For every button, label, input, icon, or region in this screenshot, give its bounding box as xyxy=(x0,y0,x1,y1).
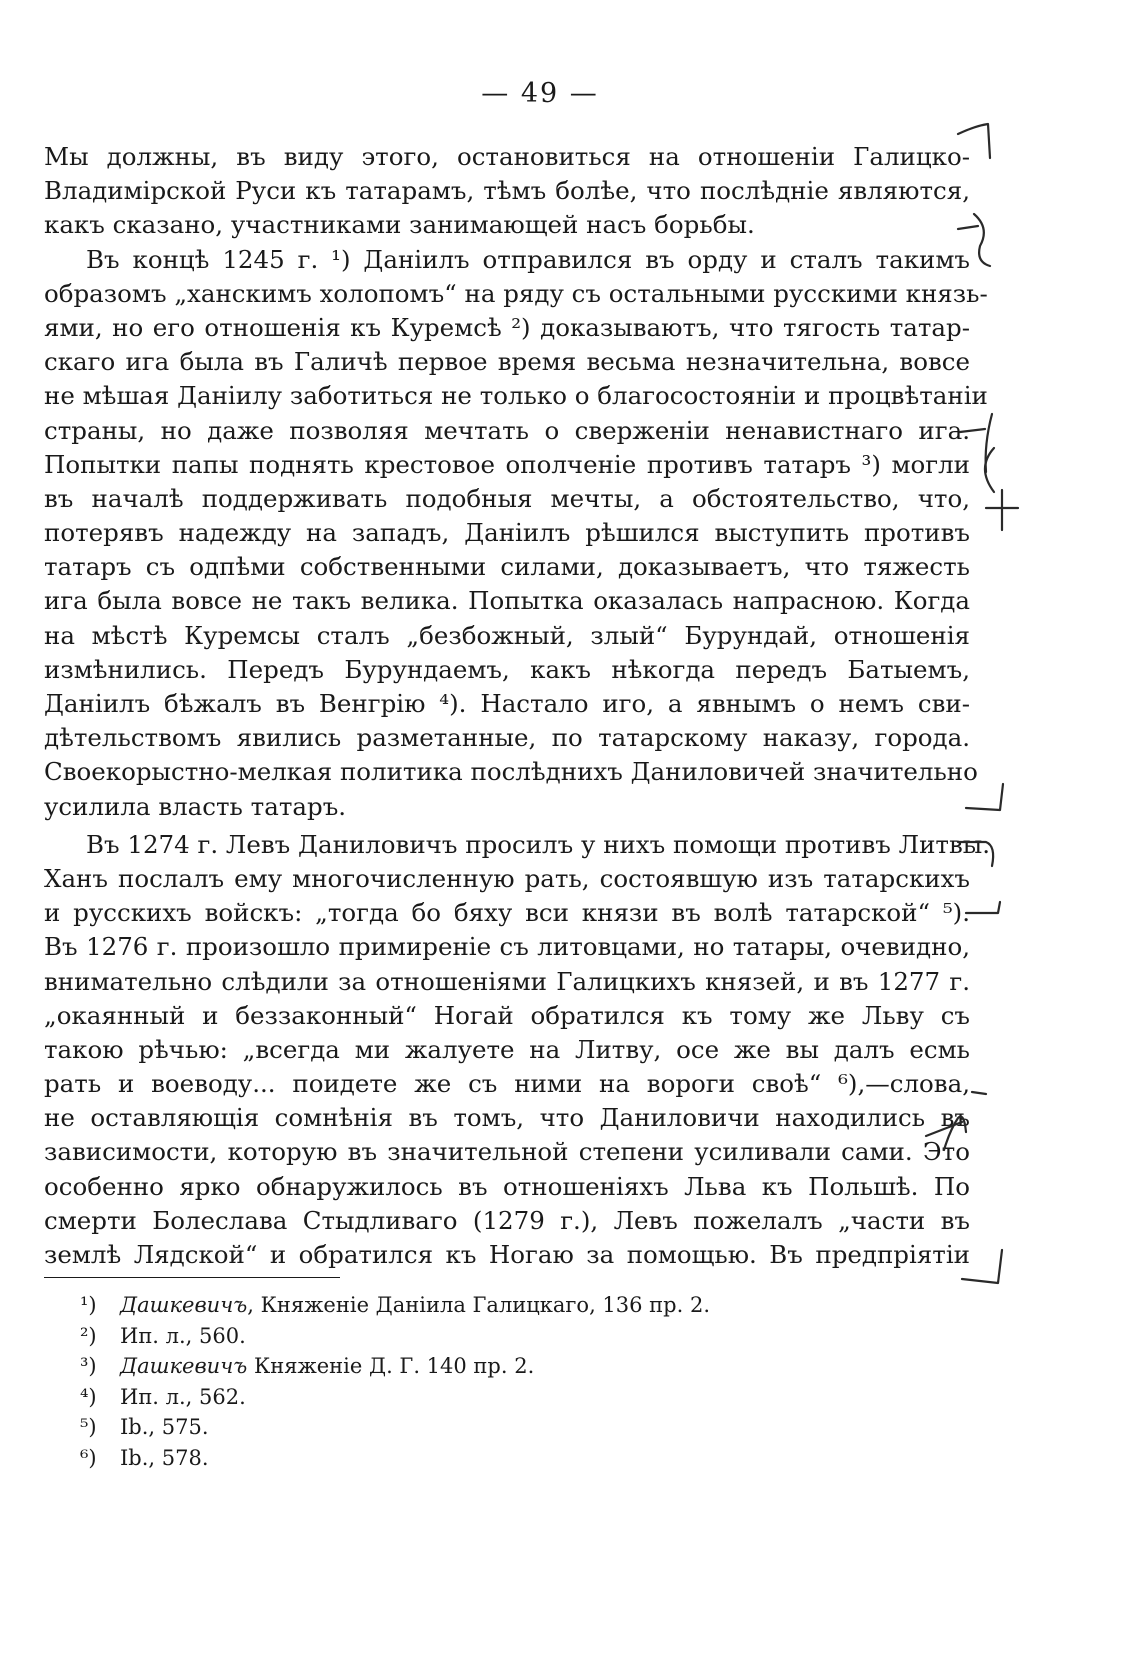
footnote xyxy=(80,1382,780,1413)
text-line: внимательно слѣдили за отношеніями Галицкихъ князей, и въ 1277 г. xyxy=(44,966,970,996)
text-line: Владимірской Руси къ татарамъ, тѣмъ болѣе, что послѣдніе являются, xyxy=(44,176,970,206)
text-line: какъ сказано, участниками занимающей насъ борьбы. xyxy=(44,210,755,240)
footnote-text: , Княженіе Даніила Галицкаго, 136 пр. 2. xyxy=(247,1293,711,1317)
footnote-text: Княженіе Д. Г. 140 пр. 2. xyxy=(247,1354,535,1378)
text-line: Даніилъ бѣжалъ въ Венгрію ⁴). Настало иго, а явнымъ о немъ сви- xyxy=(44,689,970,718)
text-line: усилила власть татаръ. xyxy=(44,791,347,821)
footnote-text: Ib., 578. xyxy=(120,1445,209,1470)
pencil-cross xyxy=(986,490,1018,530)
footnote-mark: ⁵) xyxy=(80,1415,97,1439)
text-line: такою рѣчью: „всегда ми жалуете на Литву, осе же вы далъ есмь xyxy=(44,1034,970,1064)
text-line: потерявъ надежду на западъ, Даніилъ рѣшился выступить противъ xyxy=(44,518,970,548)
text-line: землѣ Лядской“ и обратился къ Ногаю за помощью. Въ предпріятіи xyxy=(44,1240,970,1269)
footnote-divider xyxy=(44,1277,340,1278)
footnotes xyxy=(80,1290,780,1473)
footnote-text: Ип. л., 560. xyxy=(120,1323,246,1348)
text-line: ями, но его отношенія къ Куремсѣ ²) доказываютъ, что тягость татар- xyxy=(44,312,970,342)
footnote xyxy=(80,1351,780,1382)
text-line: и русскихъ войскъ: „тогда бо бяху вси князи въ волѣ татарской“ ⁵). xyxy=(44,898,970,928)
text-line: Попытки папы поднять крестовое ополченіе противъ татаръ ³) могли xyxy=(44,449,970,479)
footnote xyxy=(80,1290,780,1321)
footnote-text: Ип. л., 562. xyxy=(120,1384,246,1409)
text-line: дѣтельствомъ явились разметанные, по татарскому наказу, города. xyxy=(44,723,970,753)
paragraph-first-line: Въ концѣ 1245 г. ¹) Даніилъ отправился въ орду и сталъ такимъ xyxy=(86,244,970,274)
text-line: въ началѣ поддерживать подобныя мечты, а обстоятельство, что, xyxy=(44,483,970,513)
text-line: Своекорыстно-мелкая политика послѣднихъ Даниловичей значительно xyxy=(44,757,978,787)
footnote xyxy=(80,1412,780,1443)
text-line: Въ 1276 г. произошло примиреніе съ литовцами, но татары, очевидно, xyxy=(44,932,970,962)
footnote-author: Дашкевичъ xyxy=(120,1293,248,1317)
page-number: — 49 — xyxy=(481,78,599,109)
text-line: Мы должны, въ виду этого, остановиться на отношеніи Галицко- xyxy=(44,142,970,171)
text-line: Ханъ послалъ ему многочисленную рать, состоявшую изъ татарскихъ xyxy=(44,863,970,893)
footnote xyxy=(80,1443,780,1474)
pencil-bracket-tatarskoi xyxy=(966,902,1000,913)
footnote-mark: ⁴) xyxy=(80,1384,97,1409)
text-line: не мѣшая Даніилу заботиться не только о благосостояніи и процвѣтаніи xyxy=(44,381,988,411)
text-line: смерти Болеслава Стыдливаго (1279 г.), Левъ пожелалъ „части въ xyxy=(44,1205,970,1235)
text-line: рать и воеводу... поидете же съ ними на вороги своѣ“ ⁶),—слова, xyxy=(44,1069,970,1099)
text-line: татаръ съ одпѣми собственными силами, доказываетъ, что тяжесть xyxy=(44,552,970,582)
footnote xyxy=(80,1321,780,1352)
text-line: страны, но даже позволяя мечтать о сверженіи ненавистнаго ига. xyxy=(44,415,970,445)
text-line: не оставляющія сомнѣнія въ томъ, что Даниловичи находились въ xyxy=(44,1103,970,1133)
text-line: особенно ярко обнаружилось въ отношеніяхъ Льва къ Польшѣ. По xyxy=(44,1171,970,1201)
text-line: образомъ „ханскимъ холопомъ“ на ряду съ остальными русскими князь- xyxy=(44,278,988,308)
footnote-author: Дашкевичъ xyxy=(120,1354,248,1378)
footnote-text: Ib., 575. xyxy=(120,1415,209,1439)
pencil-paren-mogli xyxy=(985,448,994,492)
paragraph-first-line: Въ 1274 г. Левъ Даниловичъ просилъ у нихъ помощи противъ Литвы. xyxy=(86,829,991,859)
text-line: зависимости, которую въ значительной степени усиливали сами. Это xyxy=(44,1137,970,1167)
text-line: измѣнились. Передъ Бурундаемъ, какъ нѣкогда передъ Батыемъ, xyxy=(44,654,970,684)
body-text xyxy=(44,140,991,1272)
text-line: скаго ига была въ Галичѣ первое время весьма незначительна, вовсе xyxy=(44,347,970,377)
footnote-mark: ³) xyxy=(80,1354,97,1378)
pencil-bracket-paragraph-end xyxy=(966,784,1003,810)
text-line: „окаянный и беззаконный“ Ногай обратился къ тому же Льву съ xyxy=(44,1000,970,1030)
footnote-mark: ¹) xyxy=(80,1293,97,1317)
footnote-mark: ⁶) xyxy=(80,1445,97,1470)
text-line: на мѣстѣ Куремсы сталъ „безбожный, злый“ Бурундай, отношенія xyxy=(44,620,970,650)
text-line: ига была вовсе не такъ велика. Попытка оказалась напрасною. Когда xyxy=(44,586,970,616)
footnote-mark: ²) xyxy=(80,1323,97,1348)
